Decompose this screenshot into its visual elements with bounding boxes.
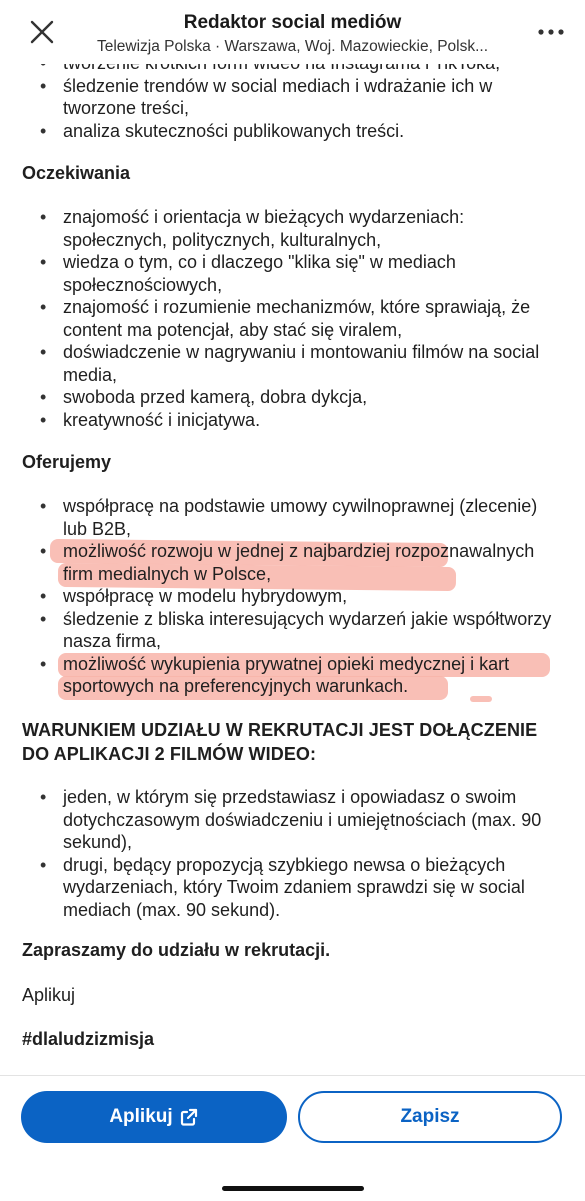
action-bar xyxy=(0,1075,585,1201)
list-item: • analiza skuteczności publikowanych treści. xyxy=(40,120,560,143)
apply-button[interactable] xyxy=(21,1091,287,1143)
more-options-button[interactable] xyxy=(533,16,569,48)
page-title: Redaktor social mediów xyxy=(183,12,402,33)
list-item: • współpracę na podstawie umowy cywilnoprawnej (zlecenie) lub B2B, xyxy=(40,495,560,540)
list-item: • współpracę w modelu hybrydowym, xyxy=(40,585,560,608)
expectations-list xyxy=(40,206,560,431)
list-item: • znajomość i rozumienie mechanizmów, które sprawiają, że content ma potencjał, aby stać się viralem, xyxy=(40,296,560,341)
list-item: • jeden, w którym się przedstawiasz i opowiadasz o swoim dotychczasowym doświadczeniu i umiejętnościach (max. 90 sekund), xyxy=(40,786,560,854)
hashtag[interactable]: #dlaludzizmisja xyxy=(22,1029,155,1049)
close-button[interactable] xyxy=(26,16,58,48)
list-item: • swoboda przed kamerą, dobra dykcja, xyxy=(40,386,560,409)
save-button[interactable] xyxy=(298,1091,562,1143)
list-item: • śledzenie z bliska interesujących wydarzeń jakie współtworzy nasza firma, xyxy=(40,608,560,653)
list-item: • wiedza o tym, co i dlaczego "klika się" w mediach społecznościowych, xyxy=(40,251,560,296)
expectations-heading: Oczekiwania xyxy=(22,163,131,183)
external-link-icon xyxy=(179,1107,199,1127)
list-item: • możliwość wykupienia prywatnej opieki medycznej i kart sportowych na preferencyjnych warunkach. xyxy=(40,653,560,698)
list-item: • śledzenie trendów w social mediach i wdrażanie ich w tworzone treści, xyxy=(40,75,560,120)
more-options-icon xyxy=(533,16,569,48)
list-item: • drugi, będący propozycją szybkiego newsa o bieżących wydarzeniach, który Twoim zdaniem sprawdzi się w social mediach (max. 90 sekund). xyxy=(40,854,560,922)
save-button-label: Zapisz xyxy=(400,1106,460,1127)
offer-list xyxy=(40,495,560,698)
responsibilities-list xyxy=(40,52,560,142)
home-indicator xyxy=(222,1186,364,1191)
requirement-heading-line: DO APLIKACJI 2 FILMÓW WIDEO: xyxy=(22,744,317,764)
offer-heading: Oferujemy xyxy=(22,452,112,472)
requirement-list xyxy=(40,786,560,921)
close-icon xyxy=(26,16,58,48)
requirement-heading xyxy=(22,718,537,766)
list-item: • znajomość i orientacja w bieżących wydarzeniach: społecznych, politycznych, kulturalnych, xyxy=(40,206,560,251)
list-item: • doświadczenie w nagrywaniu i montowaniu filmów na social media, xyxy=(40,341,560,386)
list-item: • możliwość rozwoju w jednej z najbardziej rozpoznawalnych firm medialnych w Polsce, xyxy=(40,540,560,585)
invite-text: Zapraszamy do udziału w rekrutacji. xyxy=(22,940,331,960)
top-bar xyxy=(0,0,585,64)
list-item: • kreatywność i inicjatywa. xyxy=(40,409,560,432)
requirement-heading-line: WARUNKIEM UDZIAŁU W REKRUTACJI JEST DOŁĄCZENIE xyxy=(22,720,538,740)
page-subtitle: Telewizja Polska · Warszawa, Woj. Mazowieckie, Polsk... xyxy=(96,38,489,55)
apply-button-label: Aplikuj xyxy=(109,1106,173,1127)
apply-text: Aplikuj xyxy=(22,985,76,1005)
